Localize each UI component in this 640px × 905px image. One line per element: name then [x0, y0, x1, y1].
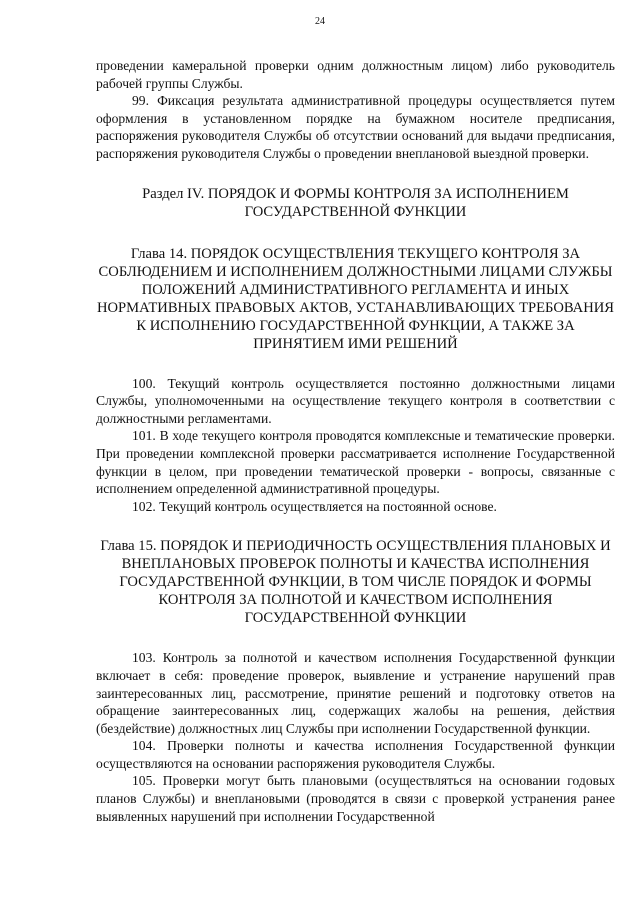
paragraph-102: 102. Текущий контроль осуществляется на постоянной основе.: [132, 498, 497, 514]
paragraph-104: 104. Проверки полноты и качества исполнения Государственной функции осуществляются на основании распоряжения руководителя Службы.: [96, 738, 615, 771]
chapter-15-heading: Глава 15. ПОРЯДОК И ПЕРИОДИЧНОСТЬ ОСУЩЕСТВЛЕНИЯ ПЛАНОВЫХ И ВНЕПЛАНОВЫХ ПРОВЕРОК ПОЛНОТЫ И КАЧЕСТВА ИСПОЛНЕНИЯ ГОСУДАРСТВЕННОЙ ФУНКЦИИ, В ТОМ ЧИСЛЕ ПОРЯДОК И ФОРМЫ КОНТРОЛЯ ЗА ПОЛНОТОЙ И КАЧЕСТВОМ ИСПОЛНЕНИЯ ГОСУДАРСТВЕННОЙ ФУНКЦИИ: [100, 538, 611, 627]
paragraph-99: 99. Фиксация результата административной процедуры осуществляется путем оформления в установленном порядке на бумажном носителе предписания, распоряжения руководителя Службы об отсутствии оснований для выдачи предписания, распоряжения руководителя Службы о проведении внеплановой выездной проверки.: [96, 93, 615, 161]
paragraph-105: 105. Проверки могут быть плановыми (осуществляться на основании годовых планов Службы) и внеплановыми (проводятся в связи с проверкой устранения ранее выявленных нарушений при исполнении Государственной: [96, 773, 615, 824]
section-4-heading: Раздел IV. ПОРЯДОК И ФОРМЫ КОНТРОЛЯ ЗА ИСПОЛНЕНИЕМ ГОСУДАРСТВЕННОЙ ФУНКЦИИ: [142, 185, 569, 220]
paragraph-100: 100. Текущий контроль осуществляется постоянно должностными лицами Службы, уполномоченными на осуществление текущего контроля в соответствии с должностными регламентами.: [96, 375, 615, 426]
page-number: 24: [315, 16, 325, 27]
paragraph-continuation: проведении камеральной проверки одним должностным лицом) либо руководитель рабочей группы Службы.: [96, 58, 615, 91]
chapter-14-heading: Глава 14. ПОРЯДОК ОСУЩЕСТВЛЕНИЯ ТЕКУЩЕГО КОНТРОЛЯ ЗА СОБЛЮДЕНИЕМ И ИСПОЛНЕНИЕМ ДОЛЖНОСТНЫМИ ЛИЦАМИ СЛУЖБЫ ПОЛОЖЕНИЙ АДМИНИСТРАТИВНОГО РЕГЛАМЕНТА И ИНЫХ НОРМАТИВНЫХ ПРАВОВЫХ АКТОВ, УСТАНАВЛИВАЮЩИХ ТРЕБОВАНИЯ К ИСПОЛНЕНИЮ ГОСУДАРСТВЕННОЙ ФУНКЦИИ, А ТАКЖЕ ЗА ПРИНЯТИЕМ ИМИ РЕШЕНИЙ: [96, 245, 615, 352]
page-content: [96, 57, 615, 825]
paragraph-103: 103. Контроль за полнотой и качеством исполнения Государственной функции включает в себя: проведение проверок, выявление и устранение нарушений прав заинтересованных лиц, рассмотрение, принятие решений и подготовку ответов на обращение заинтересованных лиц, содержащих жалобы на решения, действия (бездействие) должностных лиц Службы при исполнении Государственной функции.: [96, 650, 615, 736]
paragraph-101: 101. В ходе текущего контроля проводятся комплексные и тематические проверки. При проведении комплексной проверки рассматривается исполнение Государственной функции в целом, при проведении тематической проверки - вопросы, связанные с исполнением определенной административной процедуры.: [96, 428, 615, 497]
